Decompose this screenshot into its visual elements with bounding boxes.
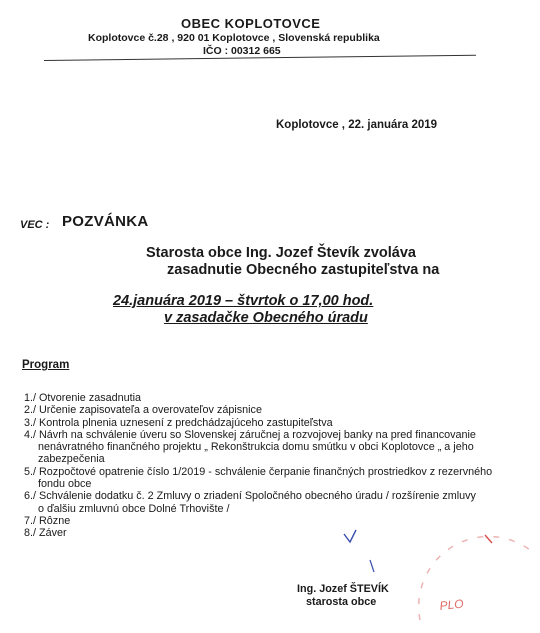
program-item-5: 5./ Rozpočtové opatrenie číslo 1/2019 - schválenie čerpanie finančných prostriedkov z rezervného fondu obce [24,465,493,491]
stamp-text: PLO [438,596,465,613]
meeting-location: v zasadačke Obecného úradu [164,310,368,326]
date-line: Koplotovce , 22. januára 2019 [276,119,438,131]
header-ico: IČO : 00312 665 [203,45,281,57]
signatory-role: starosta obce [306,596,377,608]
program-item-1: 1./ Otvorenie zasadnutia [24,392,142,404]
header-address: Koplotovce č.28 , 920 01 Koplotovce , Slovenská republika [88,32,380,44]
signatory-name: Ing. Jozef ŠTEVÍK [297,583,389,595]
program-item-2: 2./ Určenie zapisovateľa a overovateľov zápisnice [24,404,262,417]
subject-value: POZVÁNKA [62,213,149,230]
program-item-4: 4./ Návrh na schválenie úveru so Slovenskej záručnej a rozvojovej banky na pred financovanie nenávratného finančného projektu „ Rekonštrukcia domu smútku v obci Koplotovce „ a jeho zabezpečenia [24,428,476,466]
program-heading: Program [22,359,70,371]
program-item-8: 8./ Záver [24,527,67,540]
program-item-7: 7./ Rôzne [24,514,71,527]
program-item-3: 3./ Kontrola plnenia uznesení z predchádzajúceho zastupiteľstva [24,416,333,429]
subject-label: VEC : [20,219,50,231]
official-stamp [380,510,540,633]
meeting-datetime: 24.januára 2019 – štvrtok o 17,00 hod. [113,293,374,309]
intro-line-2: zasadnutie Obecného zastupiteľstva na [167,262,440,278]
intro-line-1: Starosta obce Ing. Jozef Števík zvoláva [146,245,416,261]
header-org-name: OBEC KOPLOTOVCE [181,16,321,31]
program-item-6: 6./ Schválenie dodatku č. 2 Zmluvy o zriadení Spoločného obecného úradu / rozšírenie zmluvy o ďalšiu zmluvnú obce Dolné Trhovište / [24,490,476,515]
